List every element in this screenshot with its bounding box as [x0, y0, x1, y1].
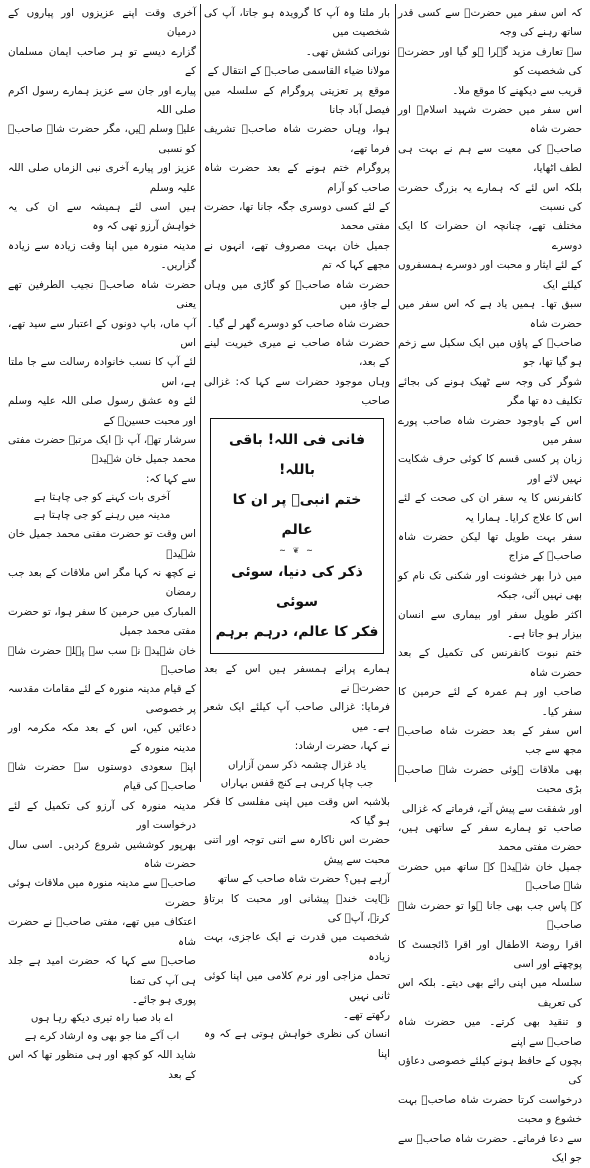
text-line: زبان پر کسی قسم کا کوئی حرف شکایت نہیں لائے اور: [398, 453, 582, 485]
text-line: اور شفقت سے پیش آتے، فرماتے کہ غزالی: [401, 802, 582, 815]
text-line: رکھتے تھے۔: [342, 1009, 390, 1022]
text-line: شوگر کی وجہ سے ٹھیک ہونے کی بجائے تکلیف دہ تھا مگر: [398, 375, 582, 408]
text-line: میں ذرا بھر خشونت اور شکنی تک نام کو بھی نہیں آئی، جبکہ: [398, 569, 582, 602]
text-line: کے پاس جب بھی جانا ہوا تو حضرت شاہ صاحبؒ: [398, 899, 582, 932]
middle-column: [204, 4, 390, 1060]
text-line: کے لئے ایثار و محبت اور دوسرے ہمسفروں کیلئے ایک: [398, 259, 582, 291]
verse-line: ختم انبیؐ پر ان کا عالم: [232, 491, 362, 538]
text-line: انسان کی نظری خواہش ہوتی ہے کہ وہ اپنا: [204, 1028, 390, 1060]
text-line: نے کچھ نہ کہا مگر اس ملاقات کے بعد جب رمضان: [8, 566, 196, 599]
verse-box: [210, 418, 384, 654]
text-line: سے دعا فرماتے۔ حضرت شاہ صاحبؒ سے جو ایک: [398, 1132, 582, 1164]
verse-line: فکر کا عالم، درہم برہم: [215, 623, 379, 640]
text-line: تحمل مزاجی اور نرم کلامی میں اپنا کوئی ثانی نہیں: [204, 970, 390, 1002]
verse-line: جب چاپا کرہی ہے کنج قفس بہاراں: [220, 777, 374, 789]
text-line: عزیز اور پیارے آخری نبی الزماں صلی اللہ علیہ وسلم: [8, 162, 196, 194]
text-line: اکثر طویل سفر اور بیماری سے انسان بیزار ہو جاتا ہے۔: [398, 608, 582, 640]
text-line: گزارے دیسے تو ہر صاحب ایمان مسلمان کے: [8, 45, 196, 78]
text-line: سبق تھا۔ ہمیں یاد ہے کہ اس سفر میں حضرت شاہ: [398, 298, 582, 330]
text-line: سرشار تھے، آپ نے ایک مرتبہ حضرت مفتی محمد جمیل خان شہیدؒ: [8, 433, 196, 466]
column-divider: [200, 4, 201, 782]
text-line: دعائیں کیں، اس کے بعد مکہ مکرمہ اور مدینہ منورہ کے: [8, 722, 196, 754]
text-line: نورانی کشش تھی۔: [305, 45, 390, 58]
text-line: اقرا روضۃ الاطفال اور اقرا ڈائجسٹ کا پوچھتے اور اسی: [398, 938, 582, 970]
text-line: کہ اس سفر میں حضرتؒ سے کسی قدر ساتھ رہنے کی وجہ: [398, 7, 582, 39]
text-line: حضرت اس ناکارہ سے اتنی توجہ اور اتنی محبت سے پیش: [204, 834, 390, 866]
text-line: مولانا ضیاء القاسمی صاحبؒ کے انتقال کے: [207, 65, 390, 78]
text-line: اعتکاف میں تھے، مفتی صاحبؒ نے حضرت شاہ: [8, 916, 196, 948]
verse-line: آخری بات کہنے کو جی چاہتا ہے: [34, 492, 170, 504]
left-column: [8, 4, 196, 1081]
ornament-divider: ~ ❦ ~: [279, 545, 315, 555]
text-line: حضرت شاہ صاحب کو دوسرے گھر لے گیا۔: [206, 317, 390, 330]
text-line: شخصیت میں قدرت نے ایک عاجزی، بہت زیادہ: [204, 931, 390, 963]
verse-line: اب آکے منا جو بھی وہ ارشاد کرے ہے: [24, 1031, 180, 1043]
text-line: ہمارے پرانے ہمسفر ہیں اس کے بعد حضرتؒ نے: [204, 662, 390, 694]
text-line: صاحب اور ہم عمرہ کے لئے حرمین کا سفر کیا۔: [398, 686, 582, 718]
text-line: جمیل خان بہت مصروف تھے، انہوں نے مجھے کہا کہ تم: [204, 239, 390, 272]
text-line: علیہ وسلم ہیں، مگر حضرت شاہ صاحبؒ کو نسبی: [8, 123, 196, 155]
text-line: بھرپور کوششیں شروع کردیں۔ اسی سال حضرت شاہ: [8, 838, 196, 871]
text-line: کے لئے کسی دوسری جگہ جانا تھا، حضرت مفتی محمد: [204, 201, 390, 233]
text-line: فرمایا: غزالی صاحب آپ کیلئے ایک شعر ہے۔ میں: [204, 701, 390, 733]
text-line: بلاشبہ اس وقت میں اپنی مفلسی کا فکر ہو گیا کہ: [204, 795, 390, 827]
text-line: اس وقت تو حضرت مفتی محمد جمیل خان شہیدؒ: [8, 528, 196, 560]
text-line: صاحبؒ کے پاؤں میں ایک سکیل سے زخم ہو گیا تھا، جو: [398, 336, 582, 369]
text-line: درخواست کرتا حضرت شاہ صاحبؒ بہت خشوع و محبت: [398, 1093, 582, 1126]
text-line: مدینہ منورہ کی آرزو کی تکمیل کے لئے درخواست اور: [8, 799, 196, 832]
text-line: پوری ہو جائے۔: [131, 993, 196, 1006]
text-line: آپ ماں، باپ دونوں کے اعتبار سے سید تھے، اس: [8, 317, 196, 349]
text-line: ختم نبوت کانفرنس کی تکمیل کے بعد حضرت شاہ: [398, 647, 582, 679]
text-line: صاحبؒ کی معیت سے ہم نے بہت ہی لطف اٹھایا،: [398, 142, 582, 175]
text-line: وہاں موجود حضرات سے کہا کہ: غزالی صاحب: [204, 375, 390, 408]
text-line: جمیل خان شہیدؒ کے ساتھ میں حضرت شاہ صاحبؒ: [398, 860, 582, 893]
text-line: و تنقید بھی کرتے۔ میں حضرت شاہ صاحبؒ سے اپنے: [398, 1016, 582, 1048]
text-line: بار ملتا وہ آپ کا گرویدہ ہو جاتا، آپ کی شخصیت میں: [204, 7, 390, 39]
text-line: اس سفر میں حضرت شہید اسلامؒ اور حضرت شاہ: [398, 104, 582, 136]
text-line: نے کہا، حضرت ارشاد:: [294, 740, 390, 753]
text-line: سے تعارف مزید گہرا ہو گیا اور حضرتؒ کی شخصیت کو: [398, 45, 582, 78]
text-line: بچوں کے حافظ ہونے کیلئے خصوصی دعاؤں کی: [398, 1054, 582, 1087]
text-line: کانفرنس کا یہ سفر ان کی صحت کے لئے اس کا علاج کرایا۔ ہمارا یہ: [398, 492, 582, 524]
text-line: پروگرام ختم ہونے کے بعد حضرت شاہ صاحب کو آرام: [204, 162, 390, 194]
text-line: اس سفر کے بعد حضرت شاہ صاحبؒ مجھ سے جب: [398, 725, 582, 757]
verse-line: فانی فی اللہ! باقی باللہ!: [228, 431, 365, 478]
text-line: نہایت خندہ پیشانی اور محبت کا برتاؤ کرتے، آپؒ کی: [204, 892, 390, 924]
text-line: شاید اللہ کو کچھ اور ہی منظور تھا کہ اس کے بعد: [8, 1049, 196, 1081]
text-line: لئے وہ عشق رسول صلی اللہ علیہ وسلم اور محبت حسینؓ کے: [8, 395, 196, 427]
text-line: المبارک میں حرمین کا سفر ہوا، تو حضرت مفتی محمد جمیل: [8, 605, 196, 638]
text-line: سے کہا کہ:: [145, 472, 196, 485]
text-line: صاحبؒ سے کہا کہ حضرت امید ہے جلد ہی آپ کی تمنا: [8, 955, 196, 987]
text-line: ہیں اسی لئے ہمیشہ سے ان کی یہ خواہش آرزو تھی کہ وہ: [8, 201, 196, 233]
text-line: آخری وقت اپنے عزیزوں اور پیاروں کے درمیان: [8, 7, 196, 39]
text-line: اپنے سعودی دوستوں سے حضرت شاہ صاحبؒ کی قیام: [8, 761, 196, 793]
column-divider: [395, 4, 396, 782]
text-line: مختلف تھے، چنانچہ ان حضرات کا ایک دوسرے: [398, 220, 582, 252]
text-line: حضرت شاہ صاحب نے میری خیریت لینے کے بعد،: [204, 336, 390, 369]
text-line: حضرت شاہ صاحبؒ کو گاڑی میں وہاں لے جاؤ، میں: [204, 278, 390, 311]
text-line: آرہے ہیں؟ حضرت شاہ صاحب کے ساتھ: [217, 873, 390, 886]
text-line: مدینہ منورہ میں اپنا وقت زیادہ سے زیادہ گزاریں۔: [8, 239, 196, 272]
text-line: صاحب تو ہمارے سفر کے ساتھی ہیں، حضرت مفتی محمد: [398, 822, 582, 854]
text-line: سفر بہت طویل تھا لیکن حضرت شاہ صاحبؒ کے مزاج: [398, 530, 582, 563]
text-line: کے قیام مدینہ منورہ کے لئے مقامات مقدسہ پر خصوصی: [8, 683, 196, 715]
page: [6, 4, 584, 1164]
text-line: لئے آپ کا نسب خانوادہ رسالت سے جا ملتا ہے، اس: [8, 356, 196, 388]
text-line: قریب سے دیکھنے کا موقع ملا۔: [452, 84, 582, 97]
verse-line: ذکر کی دنیا، سوئی سوئی: [231, 563, 363, 610]
text-line: بھی ملاقات ہوئی حضرت شاہ صاحبؒ بڑی محبت: [398, 763, 582, 796]
text-line: صاحبؒ سے مدینہ منورہ میں ملاقات ہوئی حضرت: [8, 877, 196, 909]
text-line: خان شہیدؒ نے سب سے پہلے حضرت شاہ صاحبؒ: [8, 644, 196, 676]
verse-line: یاد غزال چشمہ ذکر سمن آزاراں: [227, 759, 367, 771]
text-line: اس کے باوجود حضرت شاہ صاحب پورے سفر میں: [398, 414, 582, 446]
text-line: موقع پر تعزیتی پروگرام کے سلسلہ میں فیصل آباد جانا: [204, 84, 390, 117]
right-column: [398, 4, 582, 1164]
text-line: بلکہ اس لئے کہ ہمارے یہ بزرگ حضرت کی نسبت: [398, 181, 582, 214]
verse-line: مدینہ میں رہنے کو جی چاہتا ہے: [33, 510, 171, 522]
text-line: پیارے اور جان سے عزیز ہمارے رسول اکرم صلی اللہ: [8, 84, 196, 117]
text-line: سلسلہ میں اپنی رائے بھی دیتے۔ بلکہ اس کی تعریف: [398, 977, 582, 1009]
verse-line: اے باد صبا راہ تیری دیکھ رہا ہوں: [30, 1013, 174, 1025]
text-line: ہوا، وہاں حضرت شاہ صاحبؒ تشریف فرما تھے،: [204, 123, 390, 155]
text-line: حضرت شاہ صاحبؒ نجیب الطرفین تھے یعنی: [8, 278, 196, 311]
